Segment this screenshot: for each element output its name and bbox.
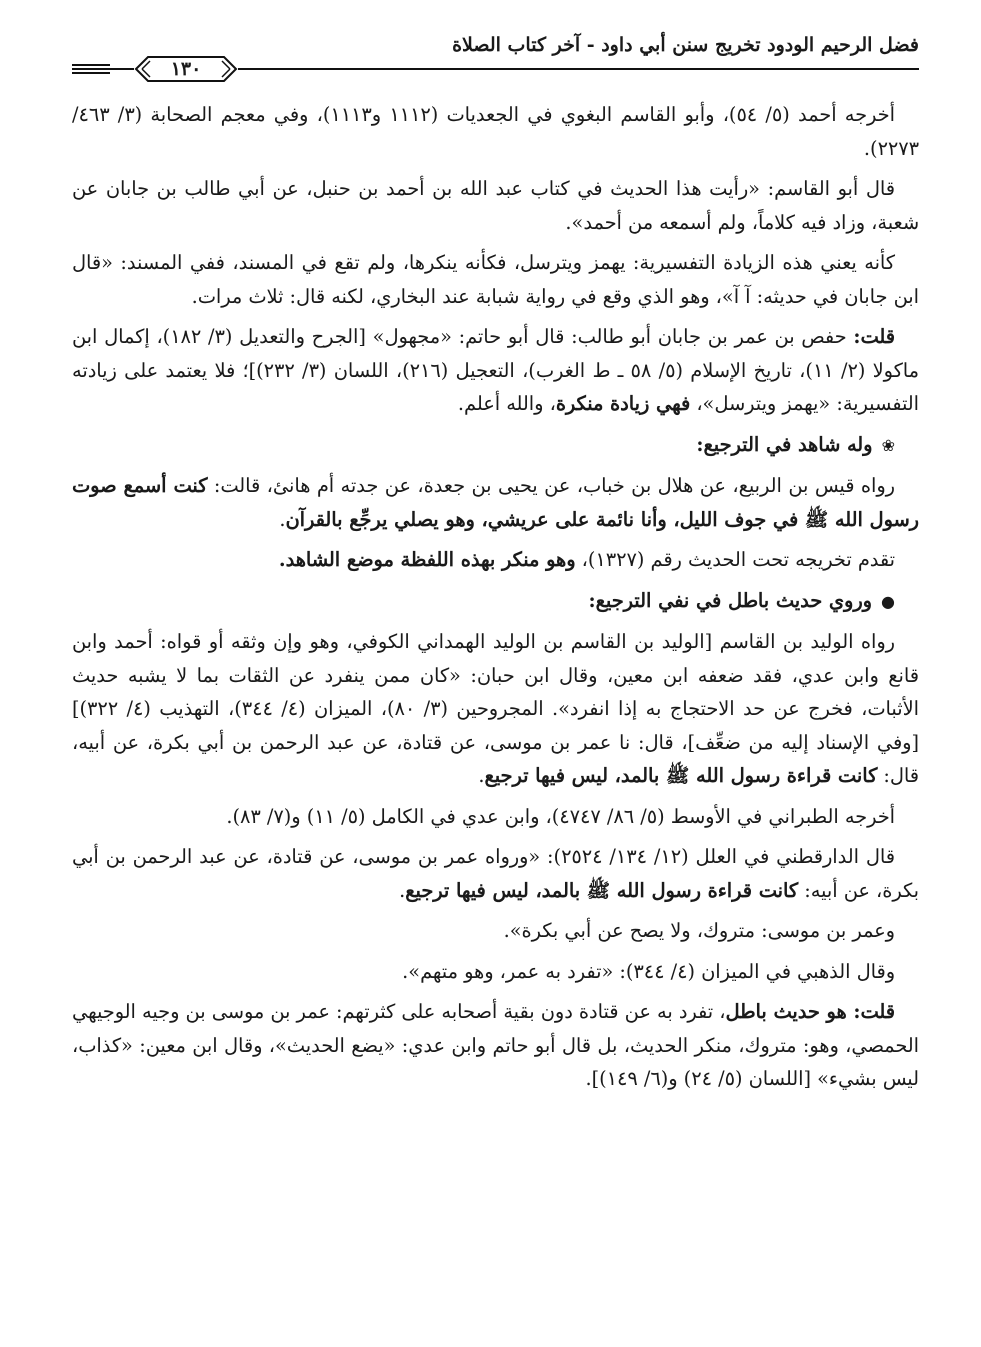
- text-run: رواه قيس بن الربيع، عن هلال بن خباب، عن يحيى بن جعدة، عن جدته أم هانئ، قالت:: [207, 474, 895, 497]
- bold-text: وهو منكر بهذه اللفظة موضع الشاهد.: [278, 548, 576, 571]
- text-run: قال أبو القاسم: «رأيت هذا الحديث في كتاب عبد الله بن أحمد بن حنبل، عن أبي طالب بن جابان عن شعبة، وزاد فيه كلاماً، ولم أسمعه من أحمد».: [72, 177, 919, 234]
- paragraph-p9: [72, 625, 919, 793]
- header-ornament-line: [72, 64, 110, 66]
- text-run: أخرجه أحمد (٥/ ٥٤)، وأبو القاسم البغوي في الجعديات (١١١٢ و١١١٣)، وفي معجم الصحابة (٣/ ٤٦٣/ ٢٢٧٣).: [72, 103, 919, 160]
- text-run: تقدم تخريجه تحت الحديث رقم (١٣٢٧)،: [575, 548, 895, 571]
- text-run: ، تفرد به عن قتادة دون بقية أصحابه على كثرتهم: عمر بن موسى بن وجيه الوجيهي الحمصي، وهو: متروك، منكر الحديث، بل قال أبو حاتم وابن عدي: «يضع الحديث»، وقال ابن معين: «كذاب، ليس بشيء» [اللسان (٥/ ٢٤) و(٦/ ١٤٩)].: [72, 1000, 919, 1090]
- running-title: فضل الرحيم الودود تخريج سنن أبي داود - آخر كتاب الصلاة: [452, 34, 919, 56]
- page-number-badge: [134, 54, 238, 84]
- section-marker-icon: ●: [875, 591, 895, 611]
- text-run: قال الدارقطني في العلل (١٢/ ١٣٤/ ٢٥٢٤): «ورواه عمر بن موسى، عن قتادة، عن عبد الرحمن بن أبي بكرة، عن أبيه:: [72, 845, 919, 902]
- paragraph-p5: [72, 428, 919, 463]
- paragraph-p11: [72, 840, 919, 907]
- paragraph-p6: [72, 469, 919, 536]
- section-marker-icon: ❀: [876, 435, 895, 455]
- page-header: [72, 30, 919, 92]
- bold-text: وروي حديث باطل في نفي الترجيع:: [588, 588, 872, 612]
- paragraph-p14: [72, 995, 919, 1096]
- bold-text: قلت: هو حديث باطل: [725, 1000, 895, 1023]
- paragraph-p8: [72, 584, 919, 619]
- text-run: وعمر بن موسى: متروك، ولا يصح عن أبي بكرة».: [503, 919, 895, 942]
- text-run: ، والله أعلم.: [457, 392, 556, 415]
- paragraph-p10: [72, 800, 919, 834]
- text-run: .: [399, 878, 406, 902]
- paragraph-p7: [72, 543, 919, 577]
- bold-text: فهي زيادة منكرة: [555, 392, 691, 415]
- page-number: ١٣٠: [170, 58, 202, 80]
- bold-text: كانت قراءة رسول الله ﷺ بالمد، ليس فيها ترجيع: [405, 878, 799, 902]
- paragraph-p2: [72, 172, 919, 239]
- paragraph-p3: [72, 246, 919, 313]
- paragraph-p1: [72, 98, 919, 165]
- text-run: وقال الذهبي في الميزان (٤/ ٣٤٤): «تفرد به عمر، وهو متهم».: [402, 959, 895, 983]
- header-ornament-line-2: [72, 72, 110, 74]
- text-run: أخرجه الطبراني في الأوسط (٥/ ٨٦/ ٤٧٤٧)، وابن عدي في الكامل (٥/ ١١) و(٧/ ٨٣).: [226, 804, 895, 828]
- text-run: .: [478, 764, 485, 787]
- paragraph-p12: [72, 914, 919, 948]
- text-run: .: [279, 507, 286, 531]
- bold-text: كانت قراءة رسول الله ﷺ بالمد، ليس فيها ترجيع: [484, 764, 878, 787]
- bold-text: كنت أسمع صوت رسول الله ﷺ في جوف الليل، وأنا نائمة على عريشي، وهو يصلي يرجِّع بالقرآن: [72, 474, 919, 531]
- paragraph-p13: [72, 955, 919, 989]
- paragraph-p4: [72, 320, 919, 421]
- text-run: كأنه يعني هذه الزيادة التفسيرية: يهمز ويترسل، فكأنه ينكرها، ولم تقع في المسند، ففي المسند: «قال ابن جابان في حديثه: آ آ»، وهو الذي وقع في رواية شبابة عند البخاري، لكنه قال: ثلاث مرات.: [72, 251, 919, 308]
- bold-text: وله شاهد في الترجيع:: [696, 432, 873, 456]
- bold-text: قلت:: [853, 325, 895, 348]
- text-run: حفص بن عمر بن جابان أبو طالب: قال أبو حاتم: «مجهول» [الجرح والتعديل (٣/ ١٨٢)، إكمال ابن ماكولا (٢/ ١١)، تاريخ الإسلام (٥/ ٥٨ ـ ط الغرب)، التعجيل (٢١٦)، اللسان (٣/ ٢٣٢)]؛ فلا يعتمد على زيادته التفسيرية: «يهمز ويترسل»،: [72, 325, 919, 415]
- page-body: [72, 98, 919, 1096]
- text-run: رواه الوليد بن القاسم [الوليد بن القاسم بن الوليد الهمداني الكوفي، وهو وإن وثقه أو قواه: أحمد وابن قانع وابن عدي، فقد ضعفه ابن معين، وقال ابن حبان: «كان ممن ينفرد عن الثقات بما لا يشبه حديث الأثبات، فخرج عن حد الاحتجاج به إذا انفرد». المجروحين (٣/ ٨٠)، الميزان (٤/ ٣٤٤)، التهذيب (٤/ ٣٢٢)] [وفي الإسناد إليه من ضعِّف]، قال: نا عمر بن موسى، عن قتادة، عن عبد الرحمن بن أبي بكرة، عن أبيه، قال:: [72, 630, 919, 787]
